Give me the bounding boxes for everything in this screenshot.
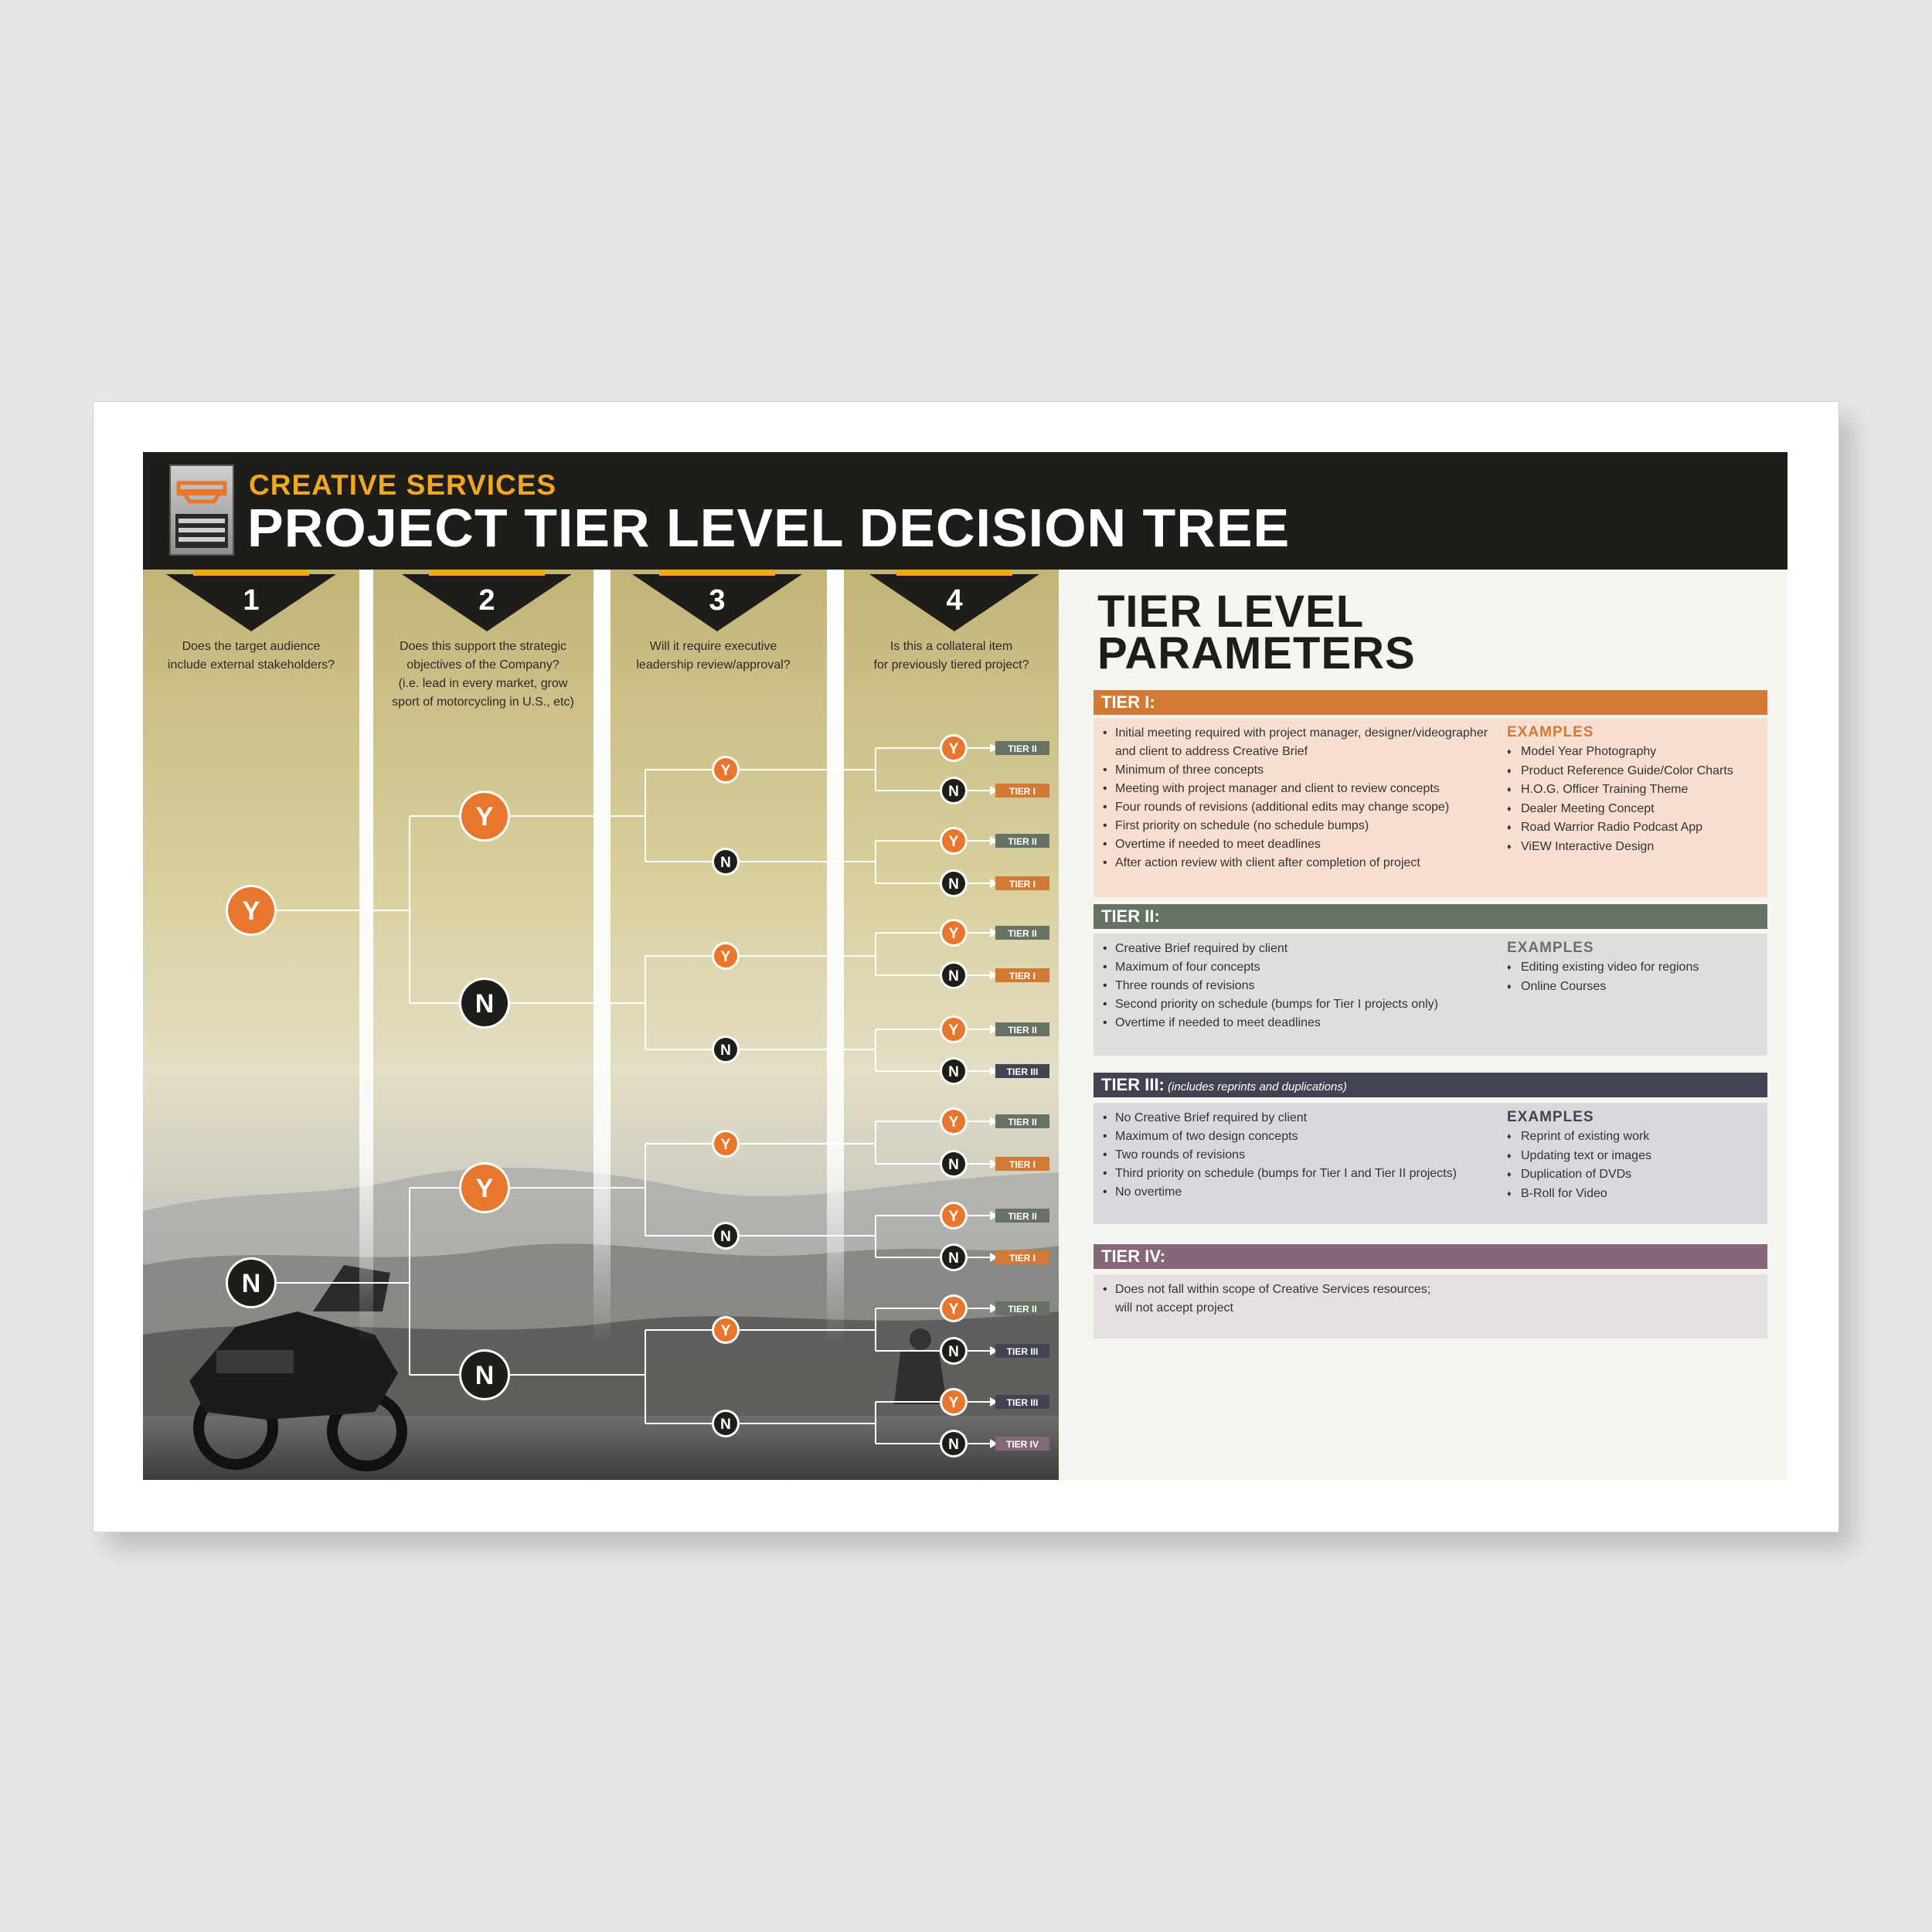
requirement-item: • After action review with client after completion of project — [1103, 854, 1488, 872]
node-answer: N — [948, 1250, 959, 1267]
tier-header — [1094, 690, 1767, 715]
tier-label: TIER I: — [1101, 692, 1155, 712]
example-item: ♦ ViEW Interactive Design — [1507, 838, 1733, 857]
yes-node — [459, 791, 510, 842]
requirement-item: • No Creative Brief required by client — [1103, 1109, 1457, 1128]
decision-tree-poster — [143, 452, 1787, 1480]
yes-node — [712, 942, 740, 970]
node-answer: N — [474, 1361, 495, 1391]
yes-node — [459, 1162, 510, 1213]
node-answer: Y — [720, 1322, 731, 1339]
question-1: Does the target audience include external stakeholders? — [167, 640, 335, 672]
no-node — [940, 961, 968, 989]
yes-node — [940, 919, 968, 947]
node-answer: Y — [948, 833, 959, 850]
example-item: ♦ Duplication of DVDs — [1507, 1165, 1651, 1185]
no-node — [940, 1430, 968, 1458]
requirement-item: • Overtime if needed to meet deadlines — [1103, 1014, 1438, 1032]
column-divider-beam — [594, 570, 611, 1342]
tier-requirements-list — [1103, 1281, 1430, 1318]
yes-node — [940, 1202, 968, 1230]
node-answer: Y — [948, 1114, 959, 1131]
column-number: 1 — [243, 584, 260, 617]
no-node — [940, 1150, 968, 1178]
requirement-item: • Initial meeting required with project manager, designer/videographer and client to address Creative Brief — [1103, 724, 1488, 761]
tier-requirements-list — [1103, 1109, 1457, 1202]
tier-outcome-label: TIER II — [1008, 1211, 1037, 1222]
requirement-item: • No overtime — [1103, 1183, 1457, 1202]
tier-requirements-list — [1103, 940, 1438, 1032]
tier-outcome-label: TIER II — [1008, 1025, 1037, 1036]
requirement-item: • Overtime if needed to meet deadlines — [1103, 835, 1488, 854]
tier-details — [1094, 934, 1767, 1056]
tier-outcome-label: TIER II — [1008, 928, 1037, 939]
node-answer: N — [720, 1416, 731, 1433]
column-number: 3 — [709, 584, 726, 617]
no-node — [459, 1349, 510, 1400]
tier-outcome-label: TIER I — [1009, 1159, 1036, 1170]
no-node — [940, 1057, 968, 1085]
requirement-item: • Three rounds of revisions — [1103, 977, 1438, 995]
header-subtitle: CREATIVE SERVICES — [249, 469, 557, 501]
example-item: ♦ Online Courses — [1507, 978, 1699, 997]
tier-header — [1094, 904, 1767, 929]
tier-label: TIER II: — [1101, 906, 1160, 926]
tier-outcome-label: TIER II — [1008, 743, 1037, 754]
decision-tree — [143, 570, 1059, 1480]
example-item: ♦ B-Roll for Video — [1507, 1185, 1651, 1204]
node-answer: N — [474, 989, 495, 1019]
tier-parameters-panel — [1074, 570, 1787, 1480]
example-item: ♦ Editing existing video for regions — [1507, 958, 1699, 978]
tier-outcome-label: TIER III — [1006, 1066, 1039, 1077]
no-node — [712, 1036, 740, 1063]
node-answer: N — [720, 1228, 731, 1245]
example-item: ♦ Updating text or images — [1507, 1147, 1651, 1166]
node-answer: N — [948, 1156, 959, 1173]
no-node — [940, 777, 968, 804]
node-answer: Y — [475, 802, 494, 832]
examples-list — [1507, 958, 1699, 996]
node-answer: Y — [720, 948, 731, 965]
yes-node — [712, 1316, 740, 1344]
node-answer: Y — [948, 740, 959, 757]
node-answer: Y — [720, 762, 731, 779]
example-item: ♦ H.O.G. Officer Training Theme — [1507, 781, 1733, 800]
node-answer: Y — [720, 1136, 731, 1153]
node-answer: N — [948, 1343, 959, 1360]
yes-node — [940, 734, 968, 762]
no-node — [712, 1410, 740, 1437]
yes-node — [940, 1388, 968, 1416]
tier-details — [1094, 718, 1767, 897]
yes-node — [226, 885, 277, 936]
question-3: Will it require executive leadership review/approval? — [636, 640, 791, 672]
creative-services-logo — [169, 464, 234, 556]
node-answer: Y — [948, 925, 959, 942]
node-answer: Y — [948, 1208, 959, 1225]
tier-outcome-label: TIER I — [1009, 786, 1036, 797]
tier-outcome-label: TIER II — [1008, 1304, 1037, 1315]
tier-label: TIER III: — [1101, 1075, 1165, 1094]
node-answer: N — [948, 1436, 959, 1453]
column-number: 4 — [946, 584, 963, 617]
question-2: Does this support the strategic objectives of the Company? (i.e. lead in every market, grow sport of motorcycling in U.S., etc) — [392, 640, 574, 709]
example-item: ♦ Reprint of existing work — [1507, 1128, 1651, 1147]
header-title: PROJECT TIER LEVEL DECISION TREE — [247, 498, 1291, 558]
no-node — [940, 1337, 968, 1365]
parameters-title: TIER LEVEL PARAMETERS — [1097, 587, 1416, 679]
node-answer: Y — [242, 896, 260, 927]
example-item: ♦ Dealer Meeting Concept — [1507, 800, 1733, 819]
tier-details — [1094, 1274, 1767, 1338]
node-answer: N — [720, 854, 731, 871]
column-number: 2 — [478, 584, 495, 617]
yes-node — [712, 756, 740, 784]
tier-outcome-label: TIER II — [1008, 1117, 1037, 1128]
requirement-item: • Four rounds of revisions (additional edits may change scope) — [1103, 798, 1488, 817]
node-answer: Y — [475, 1174, 494, 1204]
no-node — [459, 978, 510, 1029]
requirement-item: • First priority on schedule (no schedule bumps) — [1103, 817, 1488, 835]
yes-node — [712, 1130, 740, 1158]
requirement-item: • Maximum of four concepts — [1103, 958, 1438, 977]
example-item: ♦ Product Reference Guide/Color Charts — [1507, 762, 1733, 781]
node-answer: N — [720, 1042, 731, 1059]
node-answer: Y — [948, 1022, 959, 1039]
node-answer: Y — [948, 1301, 959, 1318]
tier-outcome-label: TIER I — [1009, 1253, 1036, 1264]
no-node — [940, 869, 968, 897]
node-answer: N — [948, 968, 959, 985]
column-divider-beam — [359, 570, 373, 1342]
tier-outcome-label: TIER I — [1009, 971, 1036, 981]
tier-outcome-label: TIER IV — [1005, 1439, 1039, 1450]
no-node — [712, 848, 740, 876]
tier-outcome-label: TIER III — [1006, 1397, 1039, 1408]
node-answer: Y — [948, 1394, 959, 1411]
examples-list — [1507, 1128, 1651, 1203]
node-answer: N — [241, 1269, 261, 1299]
tier-label: TIER IV: — [1101, 1247, 1166, 1266]
tier-details — [1094, 1103, 1767, 1224]
example-item: ♦ Model Year Photography — [1507, 743, 1733, 762]
requirement-item: • Creative Brief required by client — [1103, 940, 1438, 958]
node-answer: N — [948, 1063, 959, 1080]
tier-requirements-list — [1103, 724, 1488, 872]
requirement-item: • Third priority on schedule (bumps for Tier I and Tier II projects) — [1103, 1165, 1457, 1183]
examples-heading: EXAMPLES — [1507, 1109, 1594, 1125]
requirement-item: • Maximum of two design concepts — [1103, 1128, 1457, 1146]
tier-outcome-label: TIER I — [1009, 879, 1036, 889]
requirement-item: • Second priority on schedule (bumps for Tier I projects only) — [1103, 995, 1438, 1014]
yes-node — [940, 1015, 968, 1043]
no-node — [226, 1257, 277, 1308]
example-item: ♦ Road Warrior Radio Podcast App — [1507, 818, 1733, 838]
tier-outcome-label: TIER III — [1006, 1346, 1039, 1357]
tier-header — [1094, 1244, 1767, 1269]
yes-node — [940, 1107, 968, 1135]
yes-node — [940, 1294, 968, 1322]
examples-heading: EXAMPLES — [1507, 940, 1594, 956]
requirement-item: • Minimum of three concepts — [1103, 761, 1488, 780]
decision-tree-graphic — [143, 570, 1059, 1480]
no-node — [940, 1243, 968, 1271]
yes-node — [940, 827, 968, 855]
examples-list — [1507, 743, 1733, 856]
node-answer: N — [948, 783, 959, 800]
question-4: Is this a collateral item for previously tiered project? — [873, 640, 1029, 672]
no-node — [712, 1222, 740, 1250]
requirement-item: • Meeting with project manager and client to review concepts — [1103, 780, 1488, 798]
tier-outcome-label: TIER II — [1008, 836, 1037, 847]
road — [143, 1416, 1059, 1480]
requirement-item: • Does not fall within scope of Creative Services resources; will not accept project — [1103, 1281, 1430, 1318]
node-answer: N — [948, 876, 959, 893]
examples-heading: EXAMPLES — [1507, 724, 1594, 740]
poster-header — [143, 452, 1787, 570]
requirement-item: • Two rounds of revisions — [1103, 1146, 1457, 1165]
tier-note: (includes reprints and duplications) — [1164, 1080, 1347, 1094]
tier-header — [1094, 1073, 1767, 1097]
